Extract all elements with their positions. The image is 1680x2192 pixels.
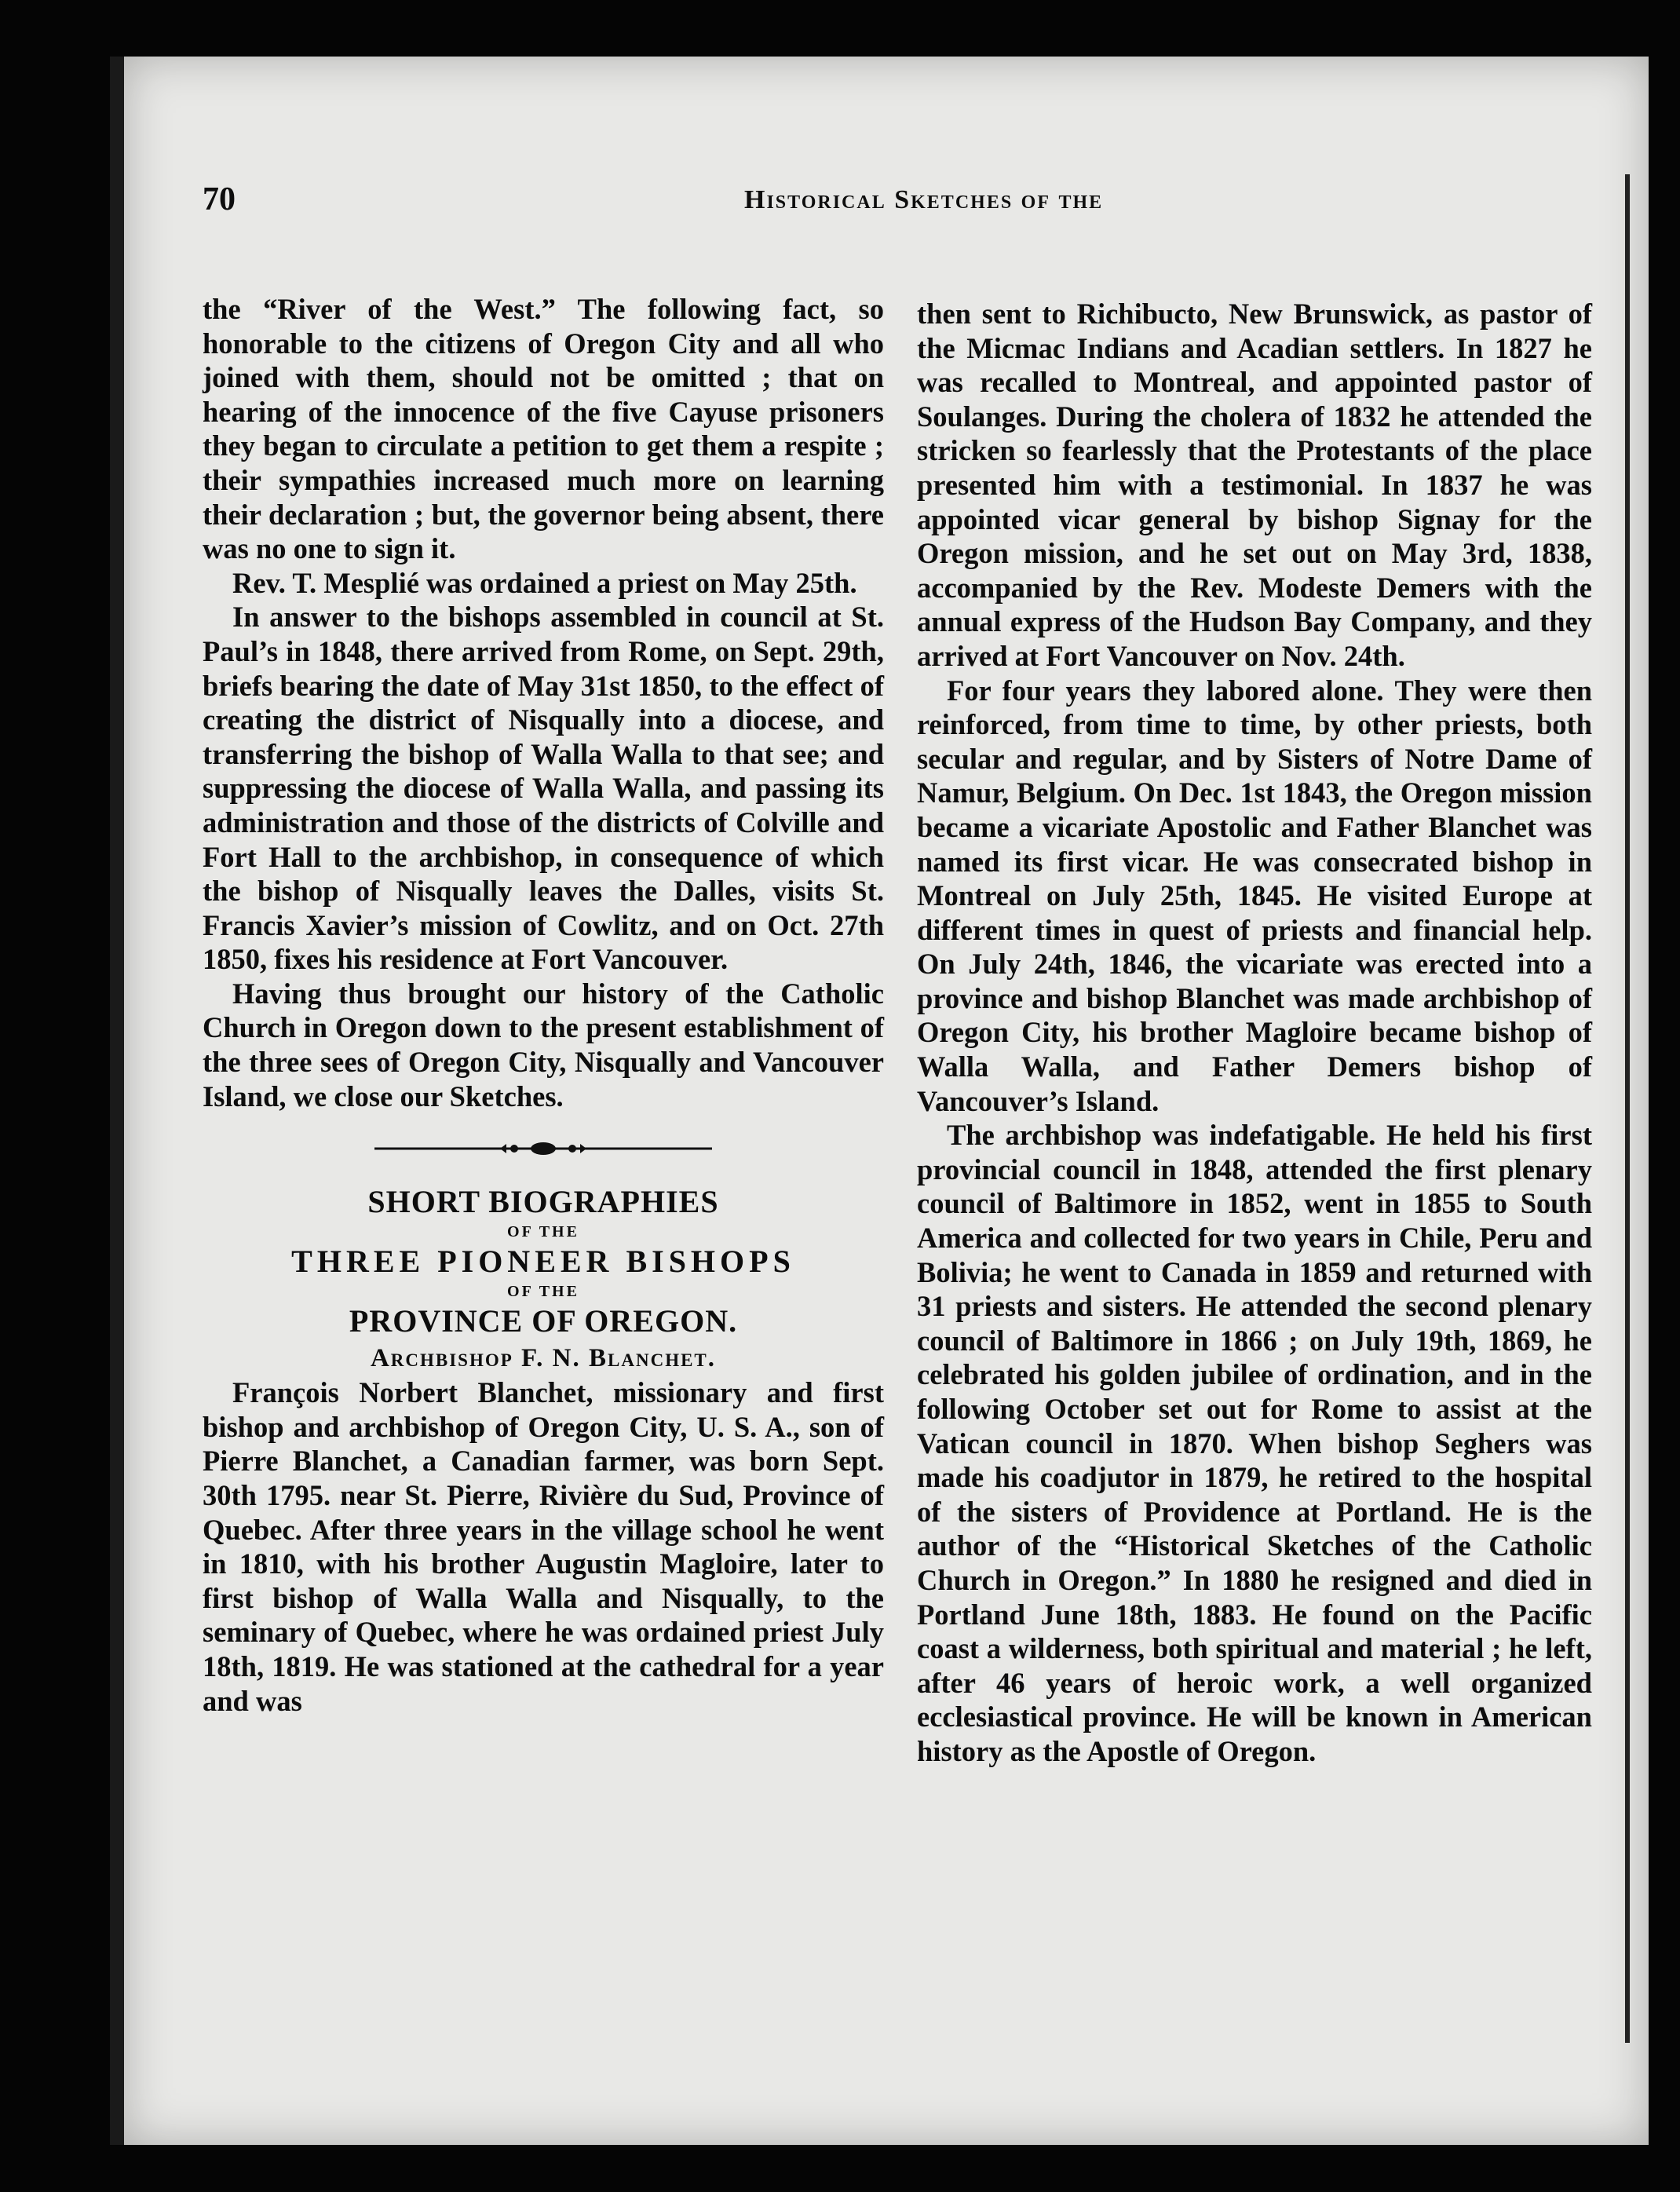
- biography-heading-line4: OF THE: [507, 1283, 579, 1301]
- paragraph: For four years they labored alone. They were then reinforced, from time to time, by other priests, both secular and regular, and by Sisters of Notre Dame of Namur, Belgium. On Dec. 1st 1843, the Oregon mission became a vicariate Apostolic and Father Blanchet was named its first vicar. He was consecrated bishop in Montreal on July 25th, 1845. He visited Europe at different times in quest of priests and financial help. On July 24th, 1846, the vicariate was erected into a province and bishop Blanchet was made archbishop of Oregon City, his brother Magloire became bishop of Walla Walla, and Father Demers bishop of Vancouver’s Island.: [917, 674, 1592, 1117]
- left-column: [203, 292, 884, 1718]
- right-column: [917, 297, 1592, 1769]
- paragraph: Rev. T. Mesplié was ordained a priest on May 25th.: [232, 566, 857, 599]
- biography-heading-line1: SHORT BIOGRAPHIES: [367, 1184, 719, 1220]
- page-number: 70: [203, 181, 236, 217]
- biography-subject: Archbishop F. N. Blanchet.: [370, 1344, 717, 1373]
- ornament-divider-icon: [374, 1137, 712, 1160]
- biography-heading-line2: OF THE: [507, 1223, 579, 1241]
- running-head: Historical Sketches of the: [744, 185, 1104, 214]
- page-header: [203, 181, 1537, 228]
- biography-paragraph: François Norbert Blanchet, missionary and first bishop and archbishop of Oregon City, U. S. A., son of Pierre Blanchet, a Canadian farmer, was born Sept. 30th 1795. near St. Pierre, Rivière du Sud, Province of Quebec. After three years in the village school he went in 1810, with his brother Augustin Magloire, later to first bishop of Walla Walla and Nisqually, to the seminary of Quebec, where he was ordained priest July 18th, 1819. He was stationed at the cathedral for a year and was: [203, 1376, 884, 1717]
- book-page: [110, 57, 1649, 2145]
- page-edge-rule: [1625, 174, 1630, 2043]
- paragraph: In answer to the bishops assembled in council at St. Paul’s in 1848, there arrived from Rome, on Sept. 29th, briefs bearing the date of May 31st 1850, to the effect of creating the district of Nisqually into a diocese, and transferring the bishop of Walla Walla to that see; and suppressing the diocese of Walla Walla, and passing its administration and those of the districts of Colville and Fort Hall to the archbishop, in consequence of which the bishop of Nisqually leaves the Dalles, visits St. Francis Xavier’s mission of Cowlitz, and on Oct. 27th 1850, fixes his residence at Fort Vancouver.: [203, 601, 884, 976]
- paragraph: then sent to Richibucto, New Brunswick, as pastor of the Micmac Indians and Acadian settlers. In 1827 he was recalled to Montreal, and appointed pastor of Soulanges. During the cholera of 1832 he attended the stricken so fearlessly that the Protestants of the place presented him with a testimonial. In 1837 he was appointed vicar general by bishop Signay for the Oregon mission, and he set out on May 3rd, 1838, accompanied by the Rev. Modeste Demers with the annual express of the Hudson Bay Company, and they arrived at Fort Vancouver on Nov. 24th.: [917, 298, 1592, 672]
- biography-heading-line3: THREE PIONEER BISHOPS: [291, 1244, 795, 1280]
- paragraph: the “River of the West.” The following fact, so honorable to the citizens of Oregon City and all who joined with them, should not be omitted ; that on hearing of the innocence of the five Cayuse prisoners they began to circulate a petition to get them a respite ; their sympathies increased much more on learning their declaration ; but, the governor being absent, there was no one to sign it.: [203, 293, 884, 565]
- biography-heading-line5: PROVINCE OF OREGON.: [349, 1303, 738, 1339]
- paragraph: Having thus brought our history of the Catholic Church in Oregon down to the present establishment of the three sees of Oregon City, Nisqually and Vancouver Island, we close our Sketches.: [203, 977, 884, 1112]
- paragraph: The archbishop was indefatigable. He held his first provincial council in 1848, attended the first plenary council of Baltimore in 1852, went in 1855 to South America and collected for two years in Chile, Peru and Bolivia; he went to Canada in 1859 and returned with 31 priests and sisters. He attended the second plenary council of Baltimore in 1866 ; on July 19th, 1869, he celebrated his golden jubilee of ordination, and in the following October set out for Rome to assist at the Vatican council in 1870. When bishop Seghers was made his coadjutor in 1879, he retired to the hospital of the sisters of Providence at Portland. He is the author of the “Historical Sketches of the Catholic Church in Oregon.” In 1880 he resigned and died in Portland June 18th, 1883. He found on the Pacific coast a wilderness, both spiritual and material ; he left, after 46 years of heroic work, a well organized ecclesiastical province. He will be known in American history as the Apostle of Oregon.: [917, 1119, 1592, 1767]
